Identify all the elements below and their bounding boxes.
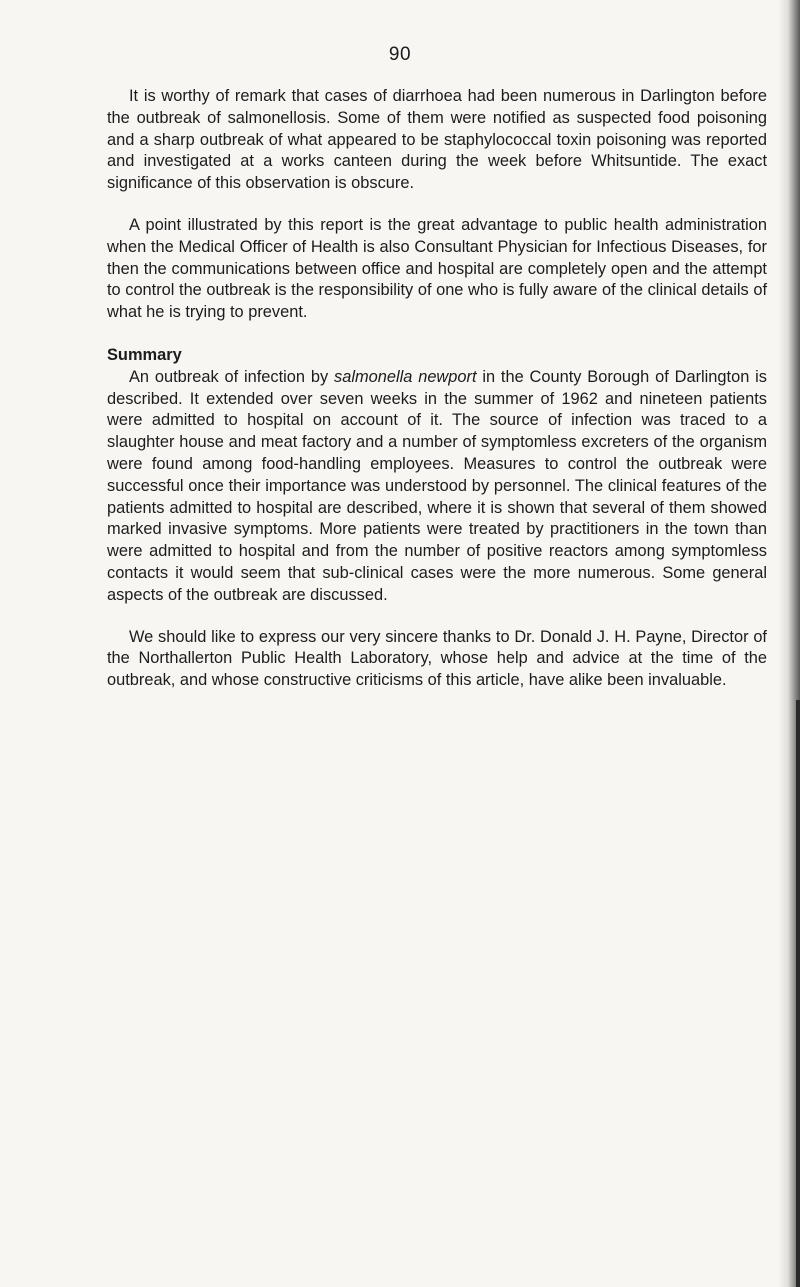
article-body [107,86,767,692]
paragraph-public-health-advantage: A point illustrated by this report is the great advantage to public health administration when the Medical Officer of Health is also Consultant Physician for Infectious Diseases, for then the communications between office and hospital are completely open and the attempt to control the outbreak is the responsibility of one who is fully aware of the clinical details of what he is trying to prevent. [107,215,767,322]
summary-paragraph [107,367,767,607]
summary-text-rest: in the County Borough of Darlington is described. It extended over seven weeks in the summer of 1962 and nineteen patients were admitted to hospital on account of it. The source of infection was traced to a slaughter house and meat factory and a number of symptomless excreters of the organism were found among food-handling employees. Measures to control the outbreak were successful once their importance was understood by personnel. The clinical features of the patients admitted to hospital are described, where it is shown that several of them showed marked invasive symptoms. More patients were treated by practitioners in the town than were admitted to hospital and from the number of positive reactors among symptomless contacts it would seem that sub-clinical cases were the more numerous. Some general aspects of the outbreak are discussed. [107,367,767,604]
acknowledgement-paragraph: We should like to express our very sincere thanks to Dr. Donald J. H. Payne, Director of the Northallerton Public Health Laboratory, whose help and advice at the time of the outbreak, and whose constructive criticisms of this article, have alike been invaluable. [107,627,767,690]
summary-text-start: An outbreak of infection by [129,367,335,386]
page-number: 90 [388,44,412,65]
paragraph-diarrhoea-remark: It is worthy of remark that cases of diarrhoea had been numerous in Darlington before the outbreak of salmonellosis. Some of them were notified as suspected food poisoning and a sharp outbreak of what appeared to be staphylococcal toxin poisoning was reported and investigated at a works canteen during the week before Whitsuntide. The exact significance of this observation is obscure. [107,87,767,193]
summary-heading: Summary [107,345,182,364]
organism-name: salmonella newport [334,367,477,386]
scan-edge-line [796,700,800,1287]
